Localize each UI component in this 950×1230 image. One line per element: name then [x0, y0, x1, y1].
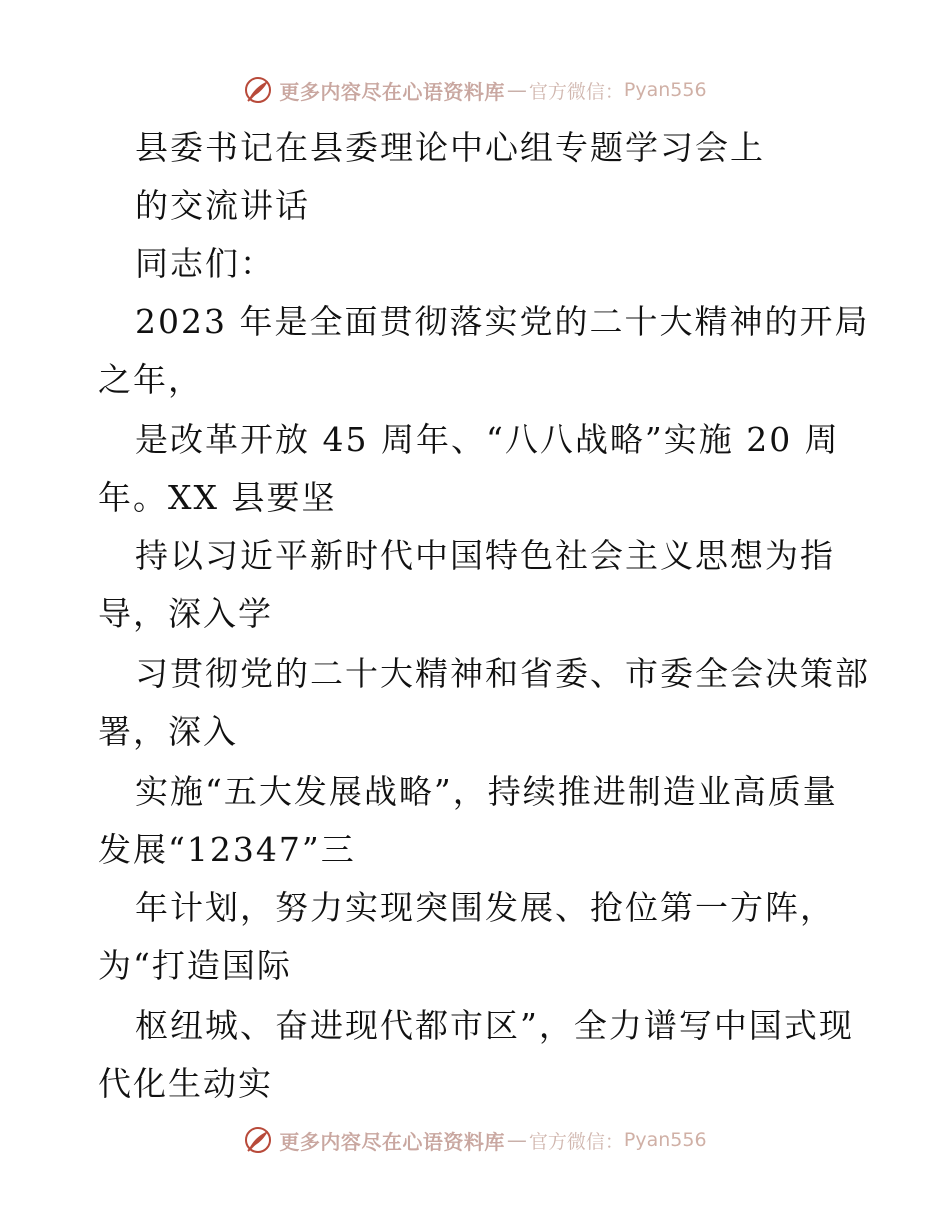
watermark-banner-bottom — [0, 1120, 950, 1160]
paragraph-line: 署，深入 — [98, 712, 238, 751]
paragraph-line: 之年， — [98, 360, 203, 399]
paragraph-line: 年。XX 县要坚 — [98, 478, 337, 517]
paragraph-line: 2023 年是全面贯彻落实党的二十大精神的开局 — [135, 302, 870, 341]
paragraph-line: 枢纽城、奋进现代都市区”，全力谱写中国式现 — [135, 1006, 854, 1045]
paragraph-line: 习贯彻党的二十大精神和省委、市委全会决策部 — [135, 654, 870, 693]
feather-pen-circle-icon — [243, 1125, 273, 1155]
paragraph-line: 为“打造国际 — [98, 946, 292, 985]
paragraph-line: 持以习近平新时代中国特色社会主义思想为指 — [135, 536, 835, 575]
paragraph-line: 导，深入学 — [98, 594, 273, 633]
paragraph-line: 是改革开放 45 周年、“八八战略”实施 20 周 — [135, 420, 840, 459]
watermark-brand: 更多内容尽在心语资料库 — [279, 79, 505, 104]
document-title-line-2: 的交流讲话 — [135, 186, 310, 225]
paragraph-line: 发展“12347”三 — [98, 830, 356, 869]
watermark-wechat-id: Pyan556 — [623, 1129, 707, 1151]
watermark-channel: 官方微信： — [528, 80, 624, 103]
watermark-brand: 更多内容尽在心语资料库 — [279, 1129, 505, 1154]
watermark-channel: 官方微信： — [528, 1130, 624, 1153]
watermark-wechat-id: Pyan556 — [623, 79, 707, 101]
paragraph-line: 实施“五大发展战略”，持续推进制造业高质量 — [135, 772, 838, 811]
salutation: 同志们： — [135, 244, 275, 283]
watermark-separator: — — [506, 1128, 527, 1152]
watermark-separator: — — [506, 78, 527, 102]
paragraph-line: 代化生动实 — [98, 1064, 273, 1103]
document-title-line-1: 县委书记在县委理论中心组专题学习会上 — [135, 128, 765, 167]
paragraph-line: 年计划，努力实现突围发展、抢位第一方阵， — [135, 888, 835, 927]
